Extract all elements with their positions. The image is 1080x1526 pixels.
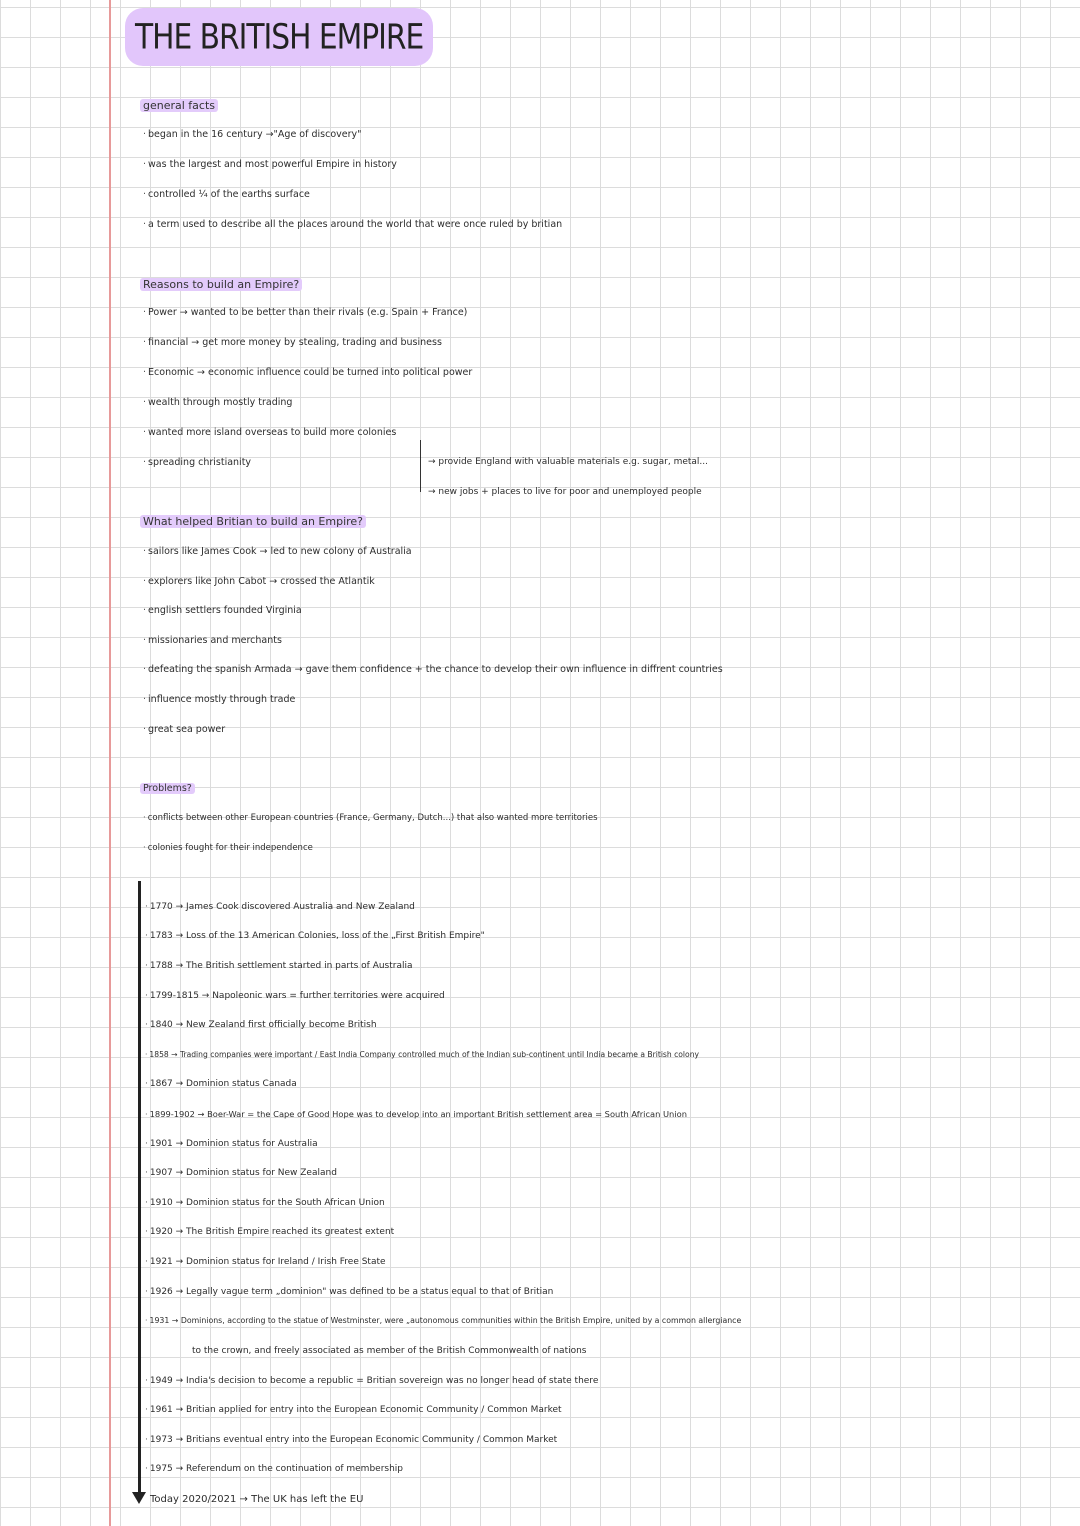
timeline-axis bbox=[138, 881, 141, 1498]
timeline-event: · 1783 → Loss of the 13 American Colonies, loss of the „First British Empire" bbox=[145, 931, 485, 941]
helped-1: · sailors like James Cook → led to new colony of Australia bbox=[143, 546, 412, 557]
helped-5: · defeating the spanish Armada → gave them confidence + the chance to develop their own influence in diffrent countries bbox=[143, 664, 723, 675]
colonies-sub-1: → provide England with valuable materials e.g. sugar, metal... bbox=[428, 457, 709, 467]
timeline-event: · 1788 → The British settlement started in parts of Australia bbox=[145, 961, 413, 971]
heading-problems bbox=[140, 783, 195, 794]
timeline-event: · 1926 → Legally vague term „dominion" was defined to be a status equal to that of Britian bbox=[145, 1287, 553, 1297]
heading-helped-text: What helped Britian to build an Empire? bbox=[140, 515, 366, 528]
heading-general-facts bbox=[140, 99, 218, 112]
timeline-event: · 1867 → Dominion status Canada bbox=[145, 1079, 297, 1089]
timeline-event: · 1907 → Dominion status for New Zealand bbox=[145, 1168, 337, 1178]
margin-line bbox=[109, 0, 111, 1526]
fact-1: · began in the 16 century →"Age of discovery" bbox=[143, 129, 362, 140]
heading-reasons-text: Reasons to build an Empire? bbox=[140, 278, 302, 291]
timeline-event: · 1799-1815 → Napoleonic wars = further territories were acquired bbox=[145, 991, 445, 1001]
reason-4: · wealth through mostly trading bbox=[143, 397, 292, 408]
colonies-sub-1-text: provide England with valuable materials e.g. sugar, metal... bbox=[438, 457, 709, 467]
title-highlight bbox=[125, 8, 433, 66]
problem-1: · conflicts between other European countries (France, Germany, Dutch...) that also wanted more territories bbox=[143, 813, 598, 823]
helped-3: · english settlers founded Virginia bbox=[143, 605, 302, 616]
timeline-event: · 1840 → New Zealand first officially become British bbox=[145, 1020, 377, 1030]
timeline-event: · 1949 → India's decision to become a republic = Britian sovereign was no longer head of state there bbox=[145, 1376, 598, 1386]
reason-2: · financial → get more money by stealing, trading and business bbox=[143, 337, 442, 348]
timeline-event: · 1770 → James Cook discovered Australia and New Zealand bbox=[145, 902, 415, 912]
helped-4: · missionaries and merchants bbox=[143, 635, 282, 646]
reason-1: · Power → wanted to be better than their rivals (e.g. Spain + France) bbox=[143, 307, 467, 318]
heading-reasons bbox=[140, 278, 302, 291]
timeline-event: · 1973 → Britians eventual entry into the European Economic Community / Common Market bbox=[145, 1435, 557, 1445]
timeline-event: · 1921 → Dominion status for Ireland / Irish Free State bbox=[145, 1257, 386, 1267]
helped-7: · great sea power bbox=[143, 724, 225, 735]
timeline-event: · 1858 → Trading companies were important / East India Company controlled much of the Indian sub-continent until India became a British colony bbox=[145, 1050, 699, 1059]
timeline-event-continuation: to the crown, and freely associated as member of the British Commonwealth of nations bbox=[192, 1346, 587, 1356]
timeline-event: · 1931 → Dominions, according to the statue of Westminster, were „autonomous communities within the British Empire, united by a common allergiance bbox=[145, 1316, 741, 1325]
reason-6: · spreading christianity bbox=[143, 457, 251, 468]
timeline-event: · 1910 → Dominion status for the South African Union bbox=[145, 1198, 385, 1208]
timeline-arrow-icon bbox=[132, 1492, 146, 1504]
timeline-event: · 1961 → Britian applied for entry into the European Economic Community / Common Market bbox=[145, 1405, 562, 1415]
timeline-event: · 1901 → Dominion status for Australia bbox=[145, 1139, 318, 1149]
colonies-sub-2-text: new jobs + places to live for poor and unemployed people bbox=[438, 487, 702, 497]
fact-4: · a term used to describe all the places around the world that were once ruled by britian bbox=[143, 219, 562, 230]
timeline-event: · 1920 → The British Empire reached its greatest extent bbox=[145, 1227, 394, 1237]
heading-problems-text: Problems? bbox=[140, 783, 195, 794]
page-title: THE BRITISH EMPIRE bbox=[135, 16, 424, 57]
timeline-event: · 1975 → Referendum on the continuation of membership bbox=[145, 1464, 403, 1474]
helped-6: · influence mostly through trade bbox=[143, 694, 295, 705]
heading-helped bbox=[140, 515, 366, 528]
fact-3: · controlled ¼ of the earths surface bbox=[143, 189, 310, 200]
colonies-sub-2: → new jobs + places to live for poor and unemployed people bbox=[428, 487, 702, 497]
reason-3: · Economic → economic influence could be turned into political power bbox=[143, 367, 472, 378]
fact-2: · was the largest and most powerful Empire in history bbox=[143, 159, 397, 170]
helped-2: · explorers like John Cabot → crossed the Atlantik bbox=[143, 576, 375, 587]
problem-2: · colonies fought for their independence bbox=[143, 843, 313, 853]
timeline-event: · 1899-1902 → Boer-War = the Cape of Good Hope was to develop into an important British settlement area = South African Union bbox=[145, 1109, 687, 1119]
heading-general-facts-text: general facts bbox=[140, 99, 218, 112]
reason-5: · wanted more island overseas to build more colonies bbox=[143, 427, 396, 438]
timeline-today: Today 2020/2021 → The UK has left the EU bbox=[150, 1494, 364, 1505]
